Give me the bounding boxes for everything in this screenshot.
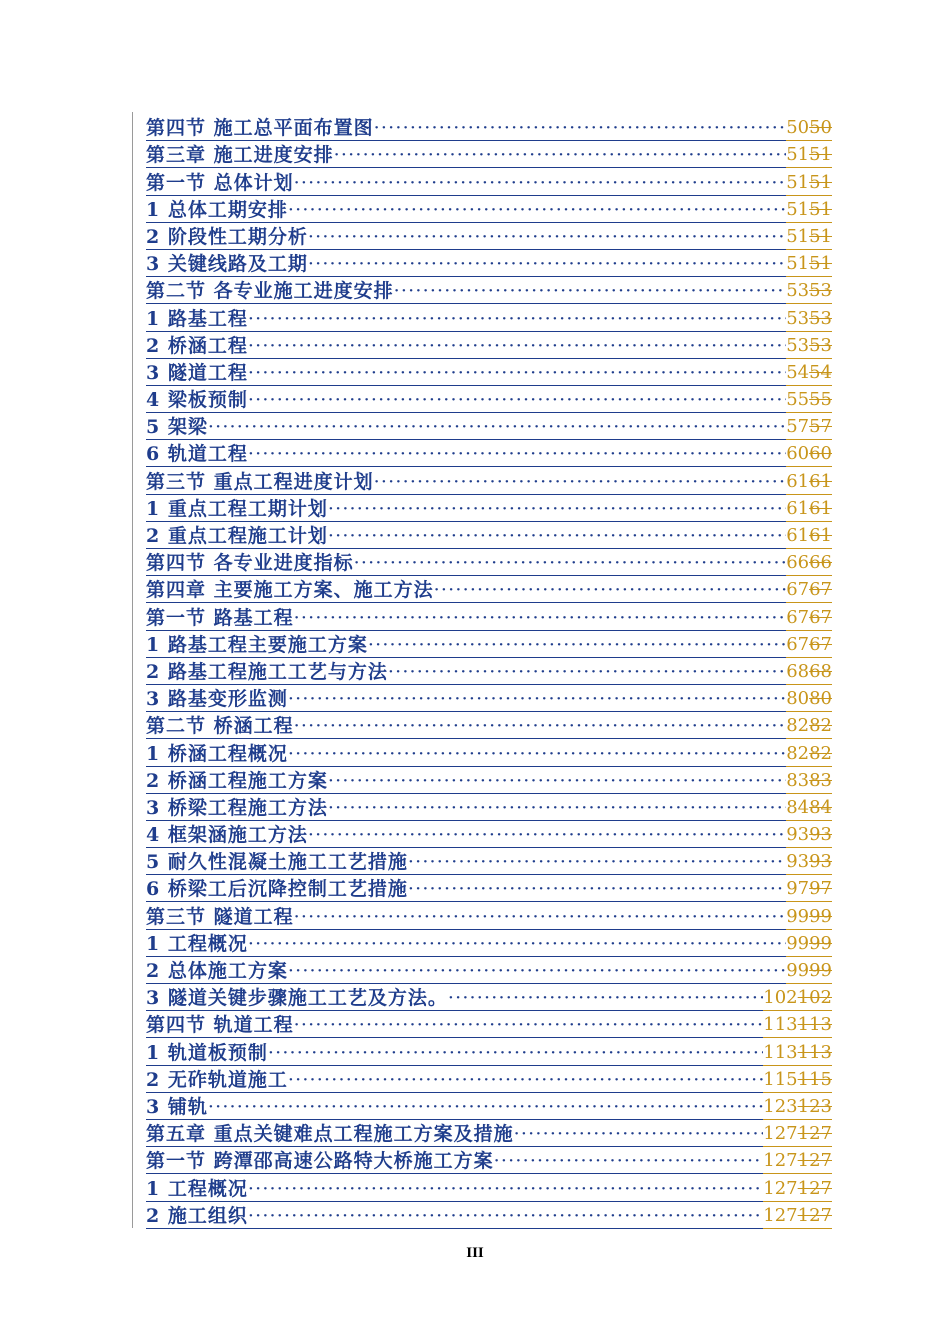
- toc-page-inserted: 55: [786, 389, 810, 411]
- toc-page-deleted: 80: [809, 688, 832, 710]
- toc-dot-leader: [288, 959, 786, 984]
- toc-entry-title[interactable]: 3 隧道工程: [146, 361, 248, 384]
- toc-dot-leader: [408, 850, 786, 875]
- toc-entry[interactable]: [146, 685, 832, 712]
- toc-entry[interactable]: [146, 168, 832, 195]
- toc-page-deleted: 82: [809, 715, 832, 737]
- toc-entry[interactable]: [146, 767, 832, 794]
- toc-page-number[interactable]: [786, 932, 832, 957]
- toc-dot-leader: [328, 796, 786, 821]
- toc-page-inserted: 50: [786, 117, 810, 139]
- toc-entry[interactable]: [146, 739, 832, 766]
- toc-page-number[interactable]: [786, 388, 832, 413]
- toc-dot-leader: [294, 1013, 764, 1038]
- toc-dot-leader: [308, 252, 786, 277]
- toc-entry[interactable]: [146, 848, 832, 875]
- toc-dot-leader: [308, 225, 786, 250]
- toc-page-inserted: 61: [786, 470, 810, 492]
- toc-entry[interactable]: [146, 631, 832, 658]
- toc-page-deleted: 97: [809, 878, 832, 900]
- toc-entry[interactable]: [146, 495, 832, 522]
- toc-page-number[interactable]: [786, 497, 832, 522]
- toc-page-deleted: 61: [809, 525, 832, 546]
- toc-dot-leader: [354, 551, 787, 576]
- toc-page-deleted: 113: [797, 1041, 832, 1063]
- toc-page-deleted: 127: [797, 1204, 832, 1226]
- toc-entry-title[interactable]: 1 重点工程工期计划: [146, 497, 328, 520]
- toc-page-number[interactable]: [786, 279, 832, 304]
- toc-dot-leader: [248, 1177, 763, 1202]
- toc-entry-title[interactable]: 1 路基工程主要施工方案: [146, 633, 368, 656]
- toc-page-inserted: 51: [786, 144, 810, 166]
- toc-dot-leader: [448, 986, 763, 1011]
- toc-entry[interactable]: [146, 549, 832, 576]
- toc-dot-leader: [268, 1041, 763, 1066]
- toc-page-number[interactable]: [786, 823, 832, 848]
- toc-page-number[interactable]: [786, 905, 832, 930]
- toc-page-number[interactable]: [786, 606, 832, 631]
- toc-page-number[interactable]: [786, 171, 832, 196]
- toc-entry[interactable]: [146, 141, 832, 168]
- toc-entry-title[interactable]: 6 桥梁工后沉降控制工艺措施: [146, 878, 408, 901]
- toc-page-inserted: 93: [786, 851, 810, 873]
- toc-page-number[interactable]: [786, 470, 832, 495]
- toc-entry-title[interactable]: 3 桥梁工程施工方法: [146, 796, 328, 819]
- toc-page-number[interactable]: [763, 1177, 832, 1202]
- toc-page-deleted: 55: [809, 389, 832, 411]
- toc-entry[interactable]: [146, 1011, 832, 1038]
- toc-dot-leader: [288, 742, 786, 767]
- toc-page-number[interactable]: [763, 1149, 832, 1174]
- toc-page-inserted: 123: [763, 1095, 798, 1117]
- toc-entry-title[interactable]: 2 路基工程施工工艺与方法: [146, 660, 388, 683]
- toc-page-deleted: 51: [809, 198, 832, 220]
- toc-page-inserted: 51: [786, 225, 810, 247]
- toc-entry-title[interactable]: 6 轨道工程: [146, 443, 248, 466]
- toc-page-deleted: 53: [809, 280, 832, 302]
- toc-entry[interactable]: [146, 821, 832, 848]
- toc-entry[interactable]: [146, 902, 832, 929]
- toc-page-number[interactable]: [763, 986, 832, 1011]
- toc-entry-title[interactable]: 3 铺轨: [146, 1095, 208, 1118]
- toc-page-deleted: 51: [809, 144, 832, 166]
- toc-page-number[interactable]: [786, 524, 832, 549]
- toc-page-number[interactable]: [786, 742, 832, 767]
- toc-page-inserted: 93: [786, 824, 810, 846]
- toc-page-deleted: 99: [809, 960, 832, 981]
- toc-entry[interactable]: [146, 522, 832, 549]
- toc-page-deleted: 127: [797, 1150, 832, 1172]
- toc-page-deleted: 50: [809, 117, 832, 139]
- toc-entry[interactable]: [146, 576, 832, 603]
- toc-page-deleted: 61: [809, 497, 832, 519]
- page-number: III: [466, 1245, 484, 1261]
- toc-page-deleted: 53: [809, 307, 832, 329]
- toc-page-number[interactable]: [786, 116, 832, 141]
- toc-page-inserted: 113: [763, 1014, 798, 1036]
- toc-page-inserted: 82: [786, 715, 810, 737]
- toc-page-number[interactable]: [786, 334, 832, 359]
- revision-change-bar: [132, 112, 133, 1228]
- toc-entry[interactable]: [146, 957, 832, 984]
- toc-entry-title[interactable]: 5 架梁: [146, 416, 208, 439]
- toc-page-deleted: 57: [809, 416, 832, 438]
- toc-page-deleted: 99: [809, 905, 832, 927]
- toc-entry-title[interactable]: 1 工程概况: [146, 932, 248, 955]
- toc-page-deleted: 60: [809, 443, 832, 465]
- toc-page-number[interactable]: [786, 415, 832, 440]
- toc-dot-leader: [248, 307, 786, 332]
- toc-entry-title[interactable]: 第四节 各专业进度指标: [146, 552, 354, 575]
- toc-dot-leader: [294, 606, 787, 631]
- toc-entry-title[interactable]: 第四章 主要施工方案、施工方法: [146, 579, 434, 602]
- toc-page-inserted: 84: [786, 796, 810, 818]
- toc-dot-leader: [294, 905, 787, 930]
- toc-entry[interactable]: [146, 277, 832, 304]
- toc-entry-title[interactable]: 5 耐久性混凝土施工工艺措施: [146, 851, 408, 874]
- toc-page-inserted: 67: [786, 606, 810, 628]
- toc-page-inserted: 97: [786, 878, 810, 900]
- toc-entry[interactable]: [146, 794, 832, 821]
- toc-page-deleted: 51: [809, 171, 832, 193]
- toc-dot-leader: [328, 497, 786, 522]
- toc-dot-leader: [288, 198, 786, 223]
- toc-page-inserted: 127: [763, 1177, 798, 1199]
- toc-entry-title[interactable]: 1 路基工程: [146, 307, 248, 330]
- toc-dot-leader: [248, 932, 786, 957]
- toc-page-number[interactable]: [763, 1095, 832, 1120]
- toc-page-number[interactable]: [786, 850, 832, 875]
- toc-page-deleted: 67: [809, 606, 832, 628]
- toc-dot-leader: [294, 171, 787, 196]
- toc-entry-title[interactable]: 4 梁板预制: [146, 389, 248, 412]
- toc-page-deleted: 67: [809, 579, 832, 601]
- toc-page-inserted: 53: [786, 307, 810, 329]
- toc-entry-title[interactable]: 1 工程概况: [146, 1177, 248, 1200]
- toc-entry-title[interactable]: 3 隧道关键步骤施工工艺及方法。: [146, 987, 448, 1010]
- toc-page-inserted: 80: [786, 688, 810, 710]
- toc-entry-title[interactable]: 1 总体工期安排: [146, 198, 288, 221]
- toc-dot-leader: [208, 1095, 763, 1120]
- toc-page-inserted: 115: [763, 1068, 798, 1090]
- toc-entry[interactable]: [146, 1093, 832, 1120]
- toc-page-deleted: 54: [809, 361, 832, 383]
- toc-page-inserted: 127: [763, 1123, 798, 1145]
- toc-page-number[interactable]: [786, 877, 832, 902]
- toc-dot-leader: [208, 415, 786, 440]
- toc-page-inserted: 61: [786, 525, 810, 546]
- toc-entry-title[interactable]: 2 总体施工方案: [146, 960, 288, 982]
- toc-page-deleted: 93: [809, 824, 832, 846]
- toc-page-inserted: 57: [786, 416, 810, 438]
- toc-page-number[interactable]: [763, 1041, 832, 1066]
- toc-page-inserted: 113: [763, 1041, 798, 1063]
- toc-entry[interactable]: [146, 196, 832, 223]
- toc-page-inserted: 127: [763, 1204, 798, 1226]
- toc-entry-title[interactable]: 第二节 各专业施工进度安排: [146, 280, 394, 303]
- toc-page-number[interactable]: [786, 714, 832, 739]
- toc-dot-leader: [288, 1068, 763, 1093]
- toc-page-number[interactable]: [786, 633, 832, 658]
- table-of-contents: [146, 114, 832, 1229]
- toc-page-number[interactable]: [786, 687, 832, 712]
- toc-entry[interactable]: [146, 603, 832, 630]
- toc-page-inserted: 127: [763, 1150, 798, 1172]
- toc-entry[interactable]: [146, 1202, 832, 1229]
- toc-page-inserted: 51: [786, 171, 810, 193]
- toc-page-inserted: 53: [786, 280, 810, 302]
- toc-page-deleted: 84: [809, 796, 832, 818]
- toc-entry[interactable]: [146, 1066, 832, 1093]
- toc-page-deleted: 51: [809, 225, 832, 247]
- toc-dot-leader: [408, 877, 786, 902]
- toc-page-deleted: 102: [797, 987, 832, 1009]
- toc-page-number[interactable]: [763, 1204, 832, 1229]
- toc-entry[interactable]: [146, 930, 832, 957]
- toc-page-deleted: 83: [809, 769, 832, 791]
- toc-dot-leader: [434, 578, 787, 603]
- toc-entry-title[interactable]: 第二节 桥涵工程: [146, 715, 294, 738]
- toc-entry-title[interactable]: 1 轨道板预制: [146, 1041, 268, 1064]
- toc-page-inserted: 61: [786, 497, 810, 519]
- toc-entry[interactable]: [146, 386, 832, 413]
- toc-entry-title[interactable]: 第五章 重点关键难点工程施工方案及措施: [146, 1123, 514, 1146]
- toc-page-inserted: 51: [786, 253, 810, 275]
- toc-entry-title[interactable]: 第四节 轨道工程: [146, 1014, 294, 1037]
- toc-page-number[interactable]: [786, 143, 832, 168]
- toc-dot-leader: [308, 823, 786, 848]
- toc-page-deleted: 127: [797, 1123, 832, 1145]
- toc-dot-leader: [494, 1149, 764, 1174]
- toc-page-number[interactable]: [786, 796, 832, 821]
- toc-page-deleted: 61: [809, 470, 832, 492]
- toc-page-number[interactable]: [786, 225, 832, 250]
- toc-entry-title[interactable]: 第三章 施工进度安排: [146, 144, 334, 167]
- toc-page-number[interactable]: [786, 959, 832, 984]
- toc-dot-leader: [394, 279, 787, 304]
- toc-page-number[interactable]: [786, 578, 832, 603]
- toc-page-inserted: 53: [786, 334, 810, 356]
- toc-page-number[interactable]: [786, 660, 832, 685]
- toc-page-deleted: 123: [797, 1095, 832, 1117]
- toc-entry[interactable]: [146, 250, 832, 277]
- toc-page-deleted: 113: [797, 1014, 832, 1036]
- toc-dot-leader: [334, 143, 787, 168]
- toc-page-deleted: 53: [809, 334, 832, 356]
- toc-page-number[interactable]: [786, 769, 832, 794]
- toc-page-deleted: 82: [809, 742, 832, 764]
- toc-entry[interactable]: [146, 875, 832, 902]
- toc-entry-title[interactable]: 第一节 总体计划: [146, 171, 294, 194]
- toc-page-inserted: 68: [786, 660, 810, 682]
- toc-dot-leader: [374, 470, 787, 495]
- toc-entry[interactable]: [146, 223, 832, 250]
- toc-page-number[interactable]: [786, 361, 832, 386]
- toc-dot-leader: [248, 442, 786, 467]
- toc-entry[interactable]: [146, 1120, 832, 1147]
- toc-entry-title[interactable]: 第一节 跨潭邵高速公路特大桥施工方案: [146, 1150, 494, 1173]
- toc-entry[interactable]: [146, 304, 832, 331]
- toc-entry[interactable]: [146, 1174, 832, 1201]
- toc-page-inserted: 99: [786, 932, 810, 954]
- toc-entry[interactable]: [146, 1038, 832, 1065]
- toc-entry[interactable]: [146, 114, 832, 141]
- toc-dot-leader: [368, 633, 786, 658]
- toc-page-deleted: 93: [809, 851, 832, 873]
- toc-page-inserted: 67: [786, 633, 810, 655]
- toc-page-deleted: 99: [809, 932, 832, 954]
- toc-page-deleted: 115: [797, 1068, 832, 1090]
- toc-dot-leader: [294, 714, 787, 739]
- toc-page-deleted: 68: [809, 660, 832, 682]
- toc-entry-title[interactable]: 2 桥涵工程: [146, 334, 248, 357]
- toc-page-deleted: 66: [809, 552, 832, 574]
- toc-entry-title[interactable]: 4 框架涵施工方法: [146, 824, 308, 847]
- toc-entry-title[interactable]: 3 关键线路及工期: [146, 253, 308, 276]
- toc-entry-title[interactable]: 1 桥涵工程概况: [146, 742, 288, 765]
- toc-entry-title[interactable]: 第三节 重点工程进度计划: [146, 470, 374, 493]
- toc-page-number[interactable]: [786, 198, 832, 223]
- toc-page-inserted: 67: [786, 579, 810, 601]
- toc-dot-leader: [248, 361, 786, 386]
- toc-entry[interactable]: [146, 712, 832, 739]
- toc-page-deleted: 127: [797, 1177, 832, 1199]
- toc-entry-title[interactable]: 第一节 路基工程: [146, 606, 294, 629]
- toc-page-inserted: 99: [786, 905, 810, 927]
- toc-page-inserted: 54: [786, 361, 810, 383]
- toc-page-inserted: 83: [786, 769, 810, 791]
- toc-dot-leader: [248, 1204, 763, 1229]
- toc-entry[interactable]: [146, 413, 832, 440]
- toc-entry[interactable]: [146, 467, 832, 494]
- toc-entry-title[interactable]: 3 路基变形监测: [146, 688, 288, 711]
- toc-page-inserted: 102: [763, 987, 798, 1009]
- toc-page-inserted: 66: [786, 552, 810, 574]
- toc-entry[interactable]: [146, 332, 832, 359]
- toc-page-inserted: 99: [786, 960, 810, 981]
- toc-page-inserted: 51: [786, 198, 810, 220]
- toc-entry-title[interactable]: 2 无砟轨道施工: [146, 1068, 288, 1091]
- toc-dot-leader: [328, 524, 786, 549]
- toc-page-number[interactable]: [763, 1122, 832, 1147]
- toc-entry-title[interactable]: 2 重点工程施工计划: [146, 525, 328, 547]
- toc-page-number[interactable]: [786, 442, 832, 467]
- toc-dot-leader: [514, 1122, 764, 1147]
- toc-entry-title[interactable]: 第四节 施工总平面布置图: [146, 117, 374, 140]
- toc-entry[interactable]: [146, 440, 832, 467]
- toc-page-inserted: 60: [786, 443, 810, 465]
- toc-dot-leader: [328, 769, 786, 794]
- toc-page-number[interactable]: [786, 307, 832, 332]
- toc-entry-title[interactable]: 2 桥涵工程施工方案: [146, 769, 328, 792]
- toc-entry-title[interactable]: 2 阶段性工期分析: [146, 225, 308, 248]
- toc-dot-leader: [388, 660, 786, 685]
- toc-entry-title[interactable]: 第三节 隧道工程: [146, 905, 294, 928]
- toc-dot-leader: [288, 687, 786, 712]
- toc-dot-leader: [374, 116, 787, 141]
- toc-page-deleted: 67: [809, 633, 832, 655]
- toc-entry[interactable]: [146, 658, 832, 685]
- toc-entry[interactable]: [146, 1147, 832, 1174]
- toc-entry[interactable]: [146, 984, 832, 1011]
- toc-dot-leader: [248, 334, 786, 359]
- toc-page-number[interactable]: [786, 252, 832, 277]
- toc-entry-title[interactable]: 2 施工组织: [146, 1204, 248, 1227]
- toc-page-deleted: 51: [809, 253, 832, 275]
- toc-page-number[interactable]: [763, 1068, 832, 1093]
- toc-entry[interactable]: [146, 359, 832, 386]
- toc-dot-leader: [248, 388, 786, 413]
- toc-page-number[interactable]: [763, 1013, 832, 1038]
- toc-page-inserted: 82: [786, 742, 810, 764]
- toc-page-number[interactable]: [786, 551, 832, 576]
